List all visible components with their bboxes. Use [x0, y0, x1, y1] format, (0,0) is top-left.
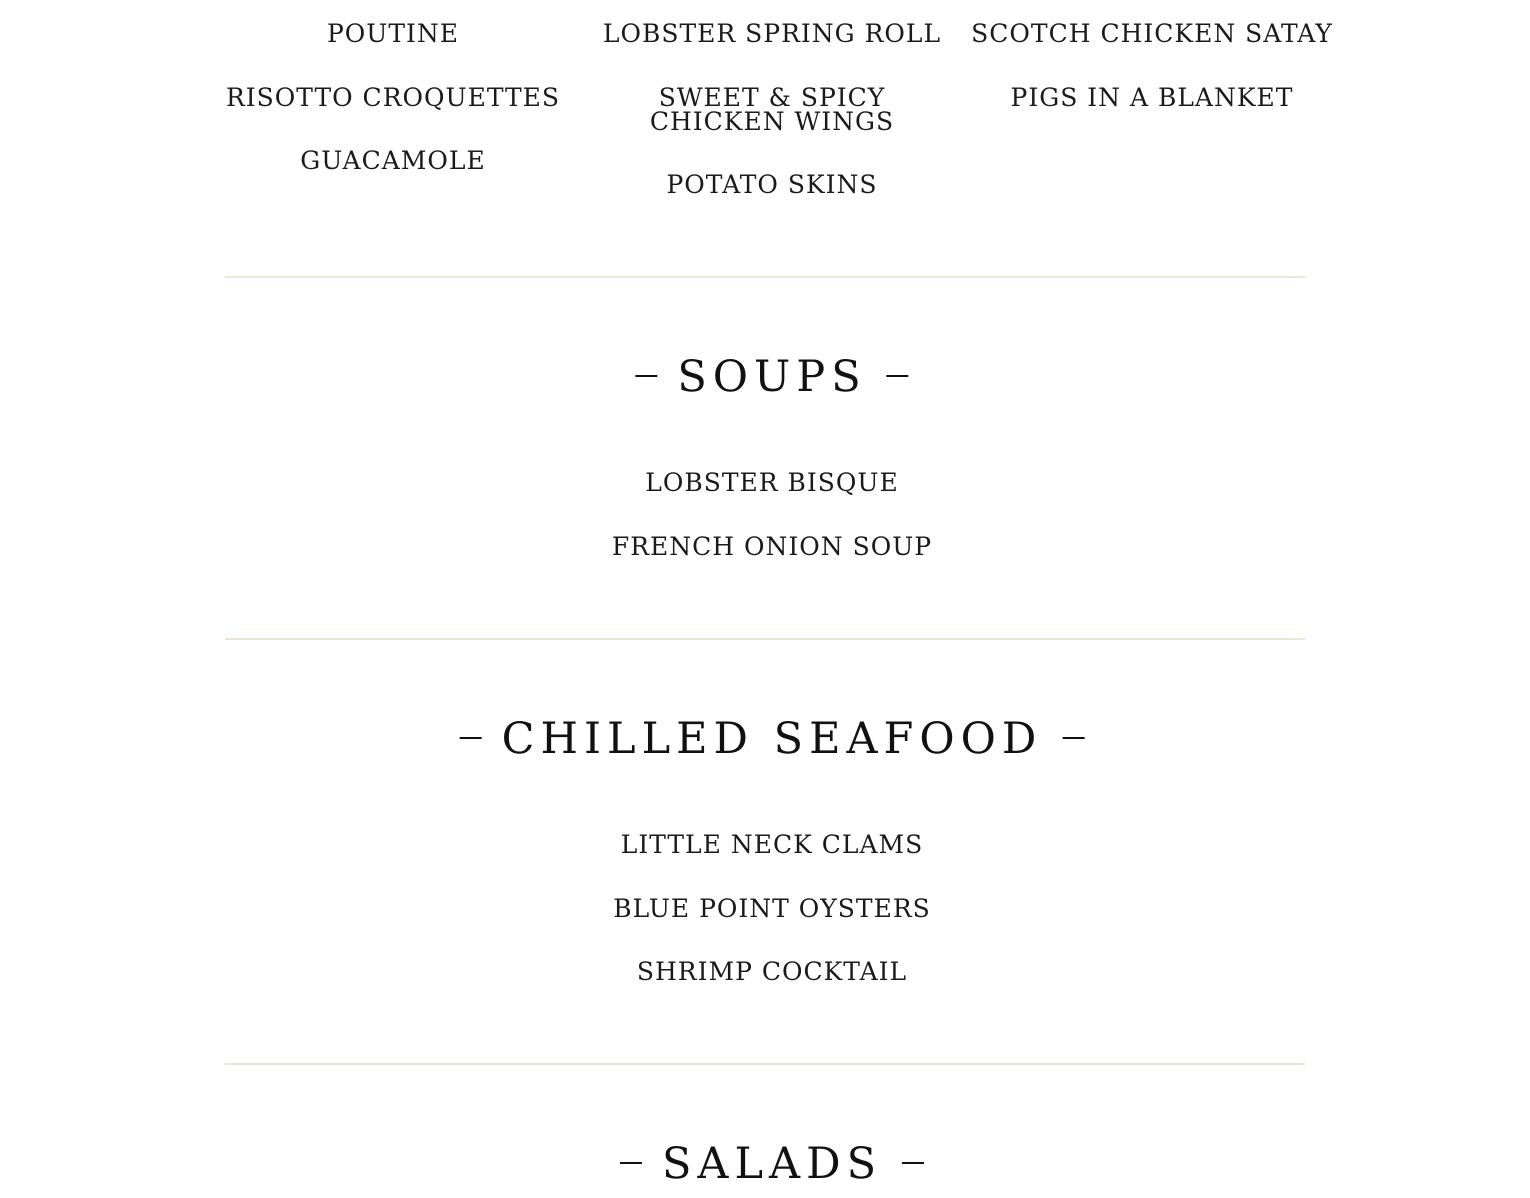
menu-item: LOBSTER BISQUE: [645, 468, 899, 497]
menu-item: LITTLE NECK CLAMS: [620, 830, 924, 859]
dash-ornament: [1062, 737, 1084, 739]
menu-item: BLUE POINT OYSTERS: [613, 894, 931, 923]
section-heading-label: SOUPS: [677, 352, 867, 402]
menu-item: PIGS IN A BLANKET: [1010, 83, 1294, 112]
menu-item: LOBSTER SPRING ROLL: [602, 19, 942, 48]
section-divider: [225, 1063, 1305, 1065]
section-heading: [440, 716, 1105, 762]
menu-item: SHRIMP COCKTAIL: [636, 957, 908, 986]
section-heading-label: SALADS: [661, 1139, 883, 1189]
section-divider: [225, 276, 1305, 278]
dash-ornament: [635, 375, 657, 377]
menu-item: RISOTTO CROQUETTES: [225, 83, 561, 112]
section-divider: [225, 638, 1305, 640]
section-heading: [615, 354, 928, 400]
dash-ornament: [620, 1162, 642, 1164]
menu-item: FRENCH ONION SOUP: [611, 532, 933, 561]
dash-ornament: [902, 1162, 924, 1164]
section-heading: [600, 1141, 944, 1187]
menu-item: SWEET & SPICY CHICKEN WINGS: [649, 83, 895, 136]
dash-ornament: [460, 737, 482, 739]
section-heading-label: CHILLED SEAFOOD: [501, 714, 1043, 764]
menu-item: POTATO SKINS: [666, 170, 878, 199]
menu-item: SCOTCH CHICKEN SATAY: [971, 19, 1333, 48]
dash-ornament: [887, 375, 909, 377]
menu-item: GUACAMOLE: [300, 146, 486, 175]
menu-item: POUTINE: [326, 19, 460, 48]
